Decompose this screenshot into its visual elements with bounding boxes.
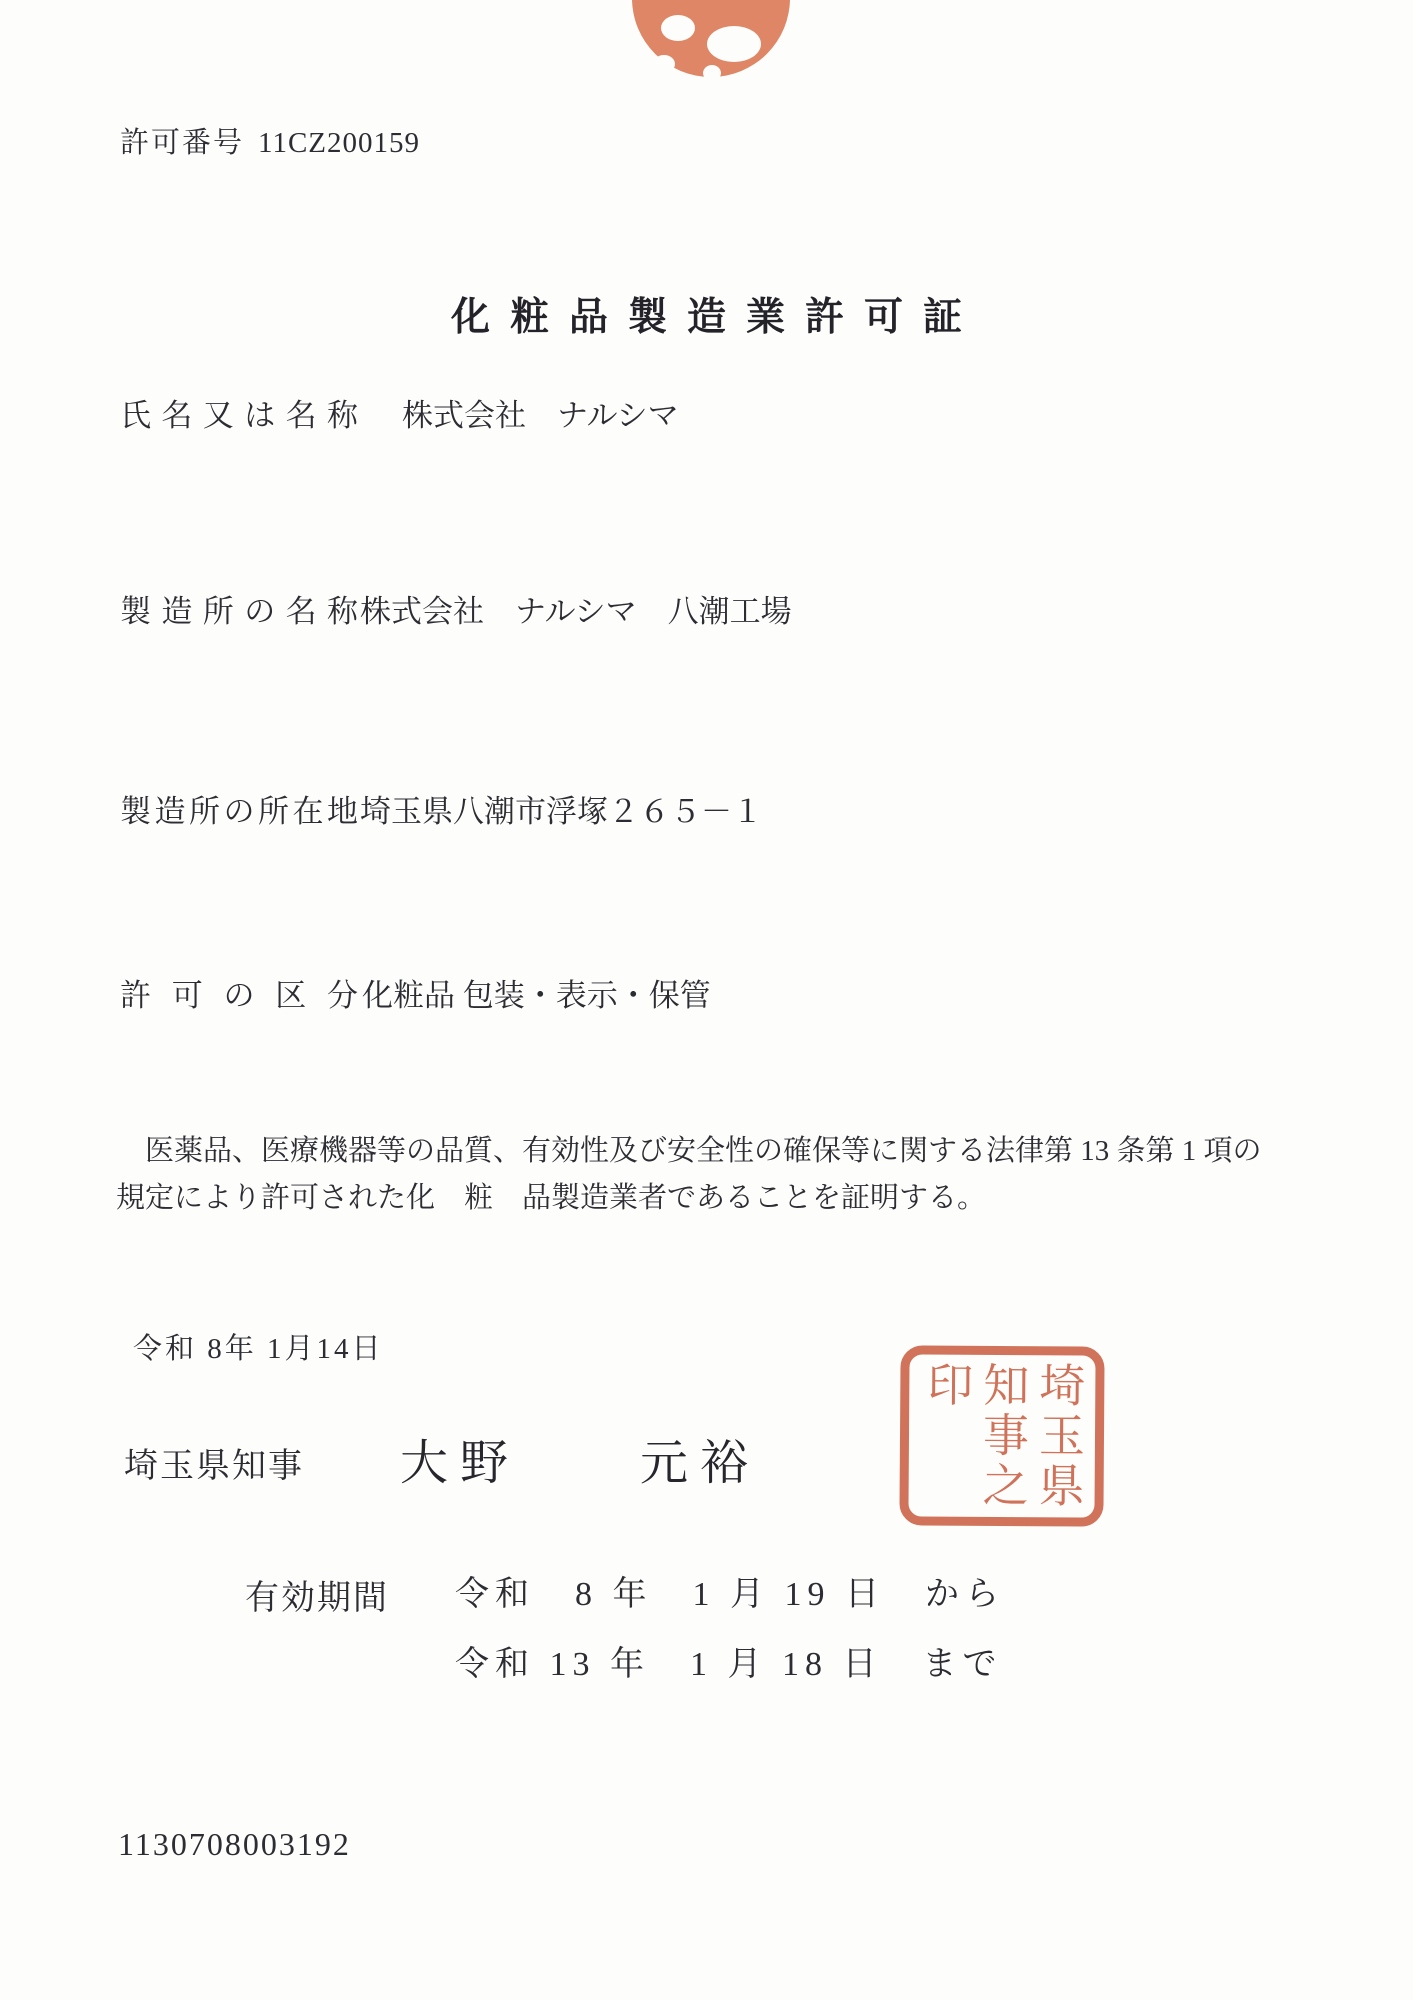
field-row-factory-address — [120, 786, 763, 831]
field-value: 化粧品 包装・表示・保管 — [362, 978, 711, 1013]
field-value: 埼玉県八潮市浮塚２６５－１ — [360, 794, 763, 829]
field-label: 許可の区分 — [120, 978, 358, 1013]
permit-number-line — [120, 120, 420, 161]
issue-date: 令和 8年 1月14日 — [133, 1333, 384, 1365]
field-value: 株式会社 ナルシマ 八潮工場 — [360, 594, 792, 629]
governor-seal-stamp-icon — [899, 1345, 1104, 1526]
document-serial-number: 1130708003192 — [118, 1826, 351, 1862]
governor-seal-text: 埼玉県知事之印 — [921, 1360, 1085, 1512]
top-red-circular-seal-icon — [628, 0, 794, 88]
permit-number-value: 11CZ200159 — [258, 127, 420, 159]
certification-statement: 医薬品、医療機器等の品質、有効性及び安全性の確保等に関する法律第 13 条第 1 項の規定により許可された化 粧 品製造業者であることを証明する。 — [116, 1135, 1262, 1214]
field-row-company-name — [120, 390, 679, 435]
field-row-permit-category — [120, 970, 711, 1015]
field-label: 氏名又は名称 — [120, 398, 358, 433]
validity-to-date: 令和 13 年 1 月 18 日 まで — [455, 1646, 1003, 1683]
governor-name: 大野 元裕 — [400, 1437, 761, 1490]
permit-number-label: 許可番号 — [120, 127, 245, 159]
field-label: 製造所の名称 — [120, 594, 358, 629]
validity-period-label: 有効期間 — [245, 1580, 389, 1617]
validity-from-date: 令和 8 年 1 月 19 日 から — [455, 1576, 1005, 1613]
field-value: 株式会社 ナルシマ — [402, 398, 679, 433]
field-row-factory-name — [120, 586, 792, 631]
field-label: 製造所の所在地 — [120, 794, 358, 829]
document-title: 化粧品製造業許可証 — [450, 296, 982, 339]
governor-title: 埼玉県知事 — [124, 1448, 304, 1485]
